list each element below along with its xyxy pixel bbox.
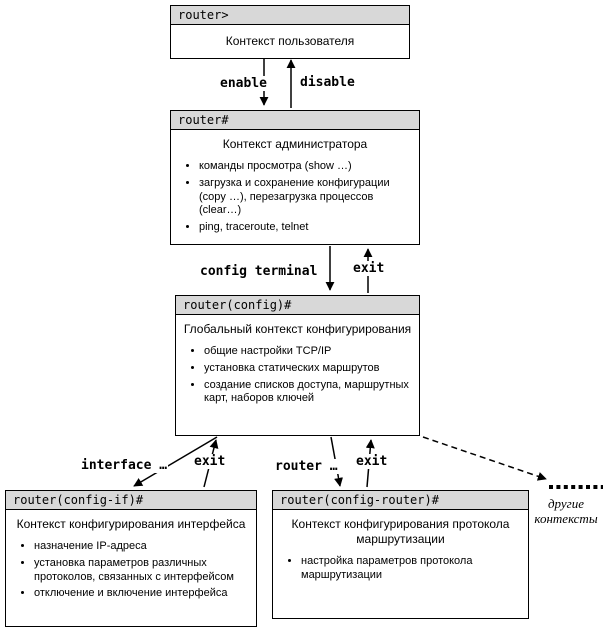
bullet: • загрузка и сохранение конфигурации (copy …), перезагрузка процессов (clear…) bbox=[199, 177, 411, 218]
box-global-header: router(config)# bbox=[176, 296, 419, 315]
box-global-bullets bbox=[204, 345, 411, 406]
edge-label-interface: interface … bbox=[81, 458, 168, 473]
bullet: • настройка параметров протокола маршрутизации bbox=[301, 555, 520, 583]
edge-label-config-terminal: config terminal bbox=[200, 264, 318, 279]
bullet: • общие настройки TCP/IP bbox=[204, 345, 411, 359]
box-user-header: router> bbox=[171, 6, 409, 25]
edge-label-enable: enable bbox=[220, 76, 267, 91]
box-admin-header: router# bbox=[171, 111, 419, 130]
box-if-title: Контекст конфигурирования интерфейса bbox=[16, 517, 246, 531]
bullet: • назначение IP-адреса bbox=[34, 540, 248, 554]
bullet: • создание списков доступа, маршрутных карт, наборов ключей bbox=[204, 379, 411, 407]
bullet: • команды просмотра (show …) bbox=[199, 160, 411, 174]
edge-label-exit-2: exit bbox=[194, 454, 226, 469]
box-admin-bullets bbox=[199, 160, 411, 235]
box-if-header: router(config-if)# bbox=[6, 491, 256, 510]
box-router-bullets bbox=[301, 555, 520, 583]
box-router-header: router(config-router)# bbox=[273, 491, 528, 510]
edge-label-router: router … bbox=[275, 459, 338, 474]
box-router-title: Контекст конфигурирования протокола маршрутизации bbox=[291, 517, 510, 546]
edge-label-exit-1: exit bbox=[353, 261, 385, 276]
box-user-title: Контекст пользователя bbox=[225, 34, 355, 48]
box-if-bullets bbox=[34, 540, 248, 601]
box-router-config-context bbox=[272, 490, 529, 619]
box-user-context bbox=[170, 5, 410, 59]
bullet: • установка параметров различных протоколов, связанных с интерфейсом bbox=[34, 557, 248, 585]
box-admin-context bbox=[170, 110, 420, 245]
arrow-other-contexts bbox=[423, 437, 546, 479]
bullet: • ping, traceroute, telnet bbox=[199, 221, 411, 235]
box-global-title: Глобальный контекст конфигурирования bbox=[183, 322, 412, 336]
edge-label-disable: disable bbox=[300, 75, 355, 90]
other-contexts-label: другие контексты bbox=[534, 496, 598, 526]
box-admin-title: Контекст администратора bbox=[222, 137, 368, 151]
edge-label-exit-3: exit bbox=[356, 454, 388, 469]
bullet: • отключение и включение интерфейса bbox=[34, 587, 248, 601]
bullet: • установка статических маршрутов bbox=[204, 362, 411, 376]
box-interface-config-context bbox=[5, 490, 257, 627]
box-global-config-context bbox=[175, 295, 420, 436]
